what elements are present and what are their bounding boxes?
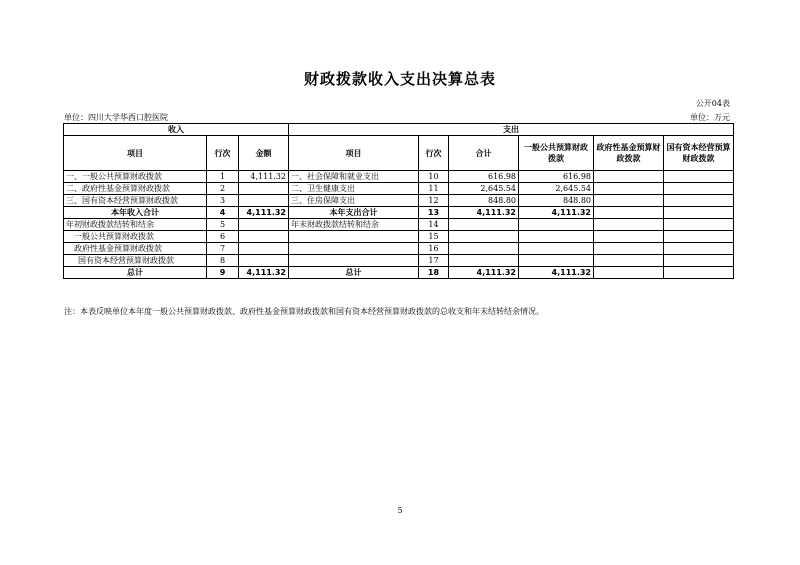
column-header-row (64, 136, 734, 171)
expense-item (289, 255, 419, 267)
expense-item: 三、住房保障支出 (289, 195, 419, 207)
expense-row-no: 18 (419, 267, 449, 279)
section-header-row (64, 124, 734, 136)
income-row-no: 4 (207, 207, 239, 219)
income-row-no: 2 (207, 183, 239, 195)
header-row-no: 行次 (207, 136, 239, 171)
income-row-no: 3 (207, 195, 239, 207)
expense-general: 616.98 (519, 171, 594, 183)
table-row (64, 183, 734, 195)
expense-state (664, 219, 734, 231)
income-amount: 4,111.32 (239, 207, 289, 219)
income-amount (239, 243, 289, 255)
income-amount (239, 219, 289, 231)
income-row-no: 6 (207, 231, 239, 243)
income-amount: 4,111.32 (239, 267, 289, 279)
expense-general (519, 231, 594, 243)
expense-fund (594, 195, 664, 207)
table-row (64, 195, 734, 207)
income-amount (239, 195, 289, 207)
header-total: 合计 (449, 136, 519, 171)
expense-total (449, 243, 519, 255)
expense-item (289, 231, 419, 243)
income-item: 本年收入合计 (64, 207, 207, 219)
income-item: 年初财政拨款结转和结余 (64, 219, 207, 231)
financial-summary-table (63, 123, 734, 279)
expense-fund (594, 183, 664, 195)
expense-total (449, 231, 519, 243)
expense-fund (594, 243, 664, 255)
expense-item (289, 243, 419, 255)
unit-organization: 单位：四川大学华西口腔医院 (64, 113, 168, 122)
expense-state (664, 195, 734, 207)
expense-total: 4,111.32 (449, 207, 519, 219)
expense-state (664, 231, 734, 243)
expense-fund (594, 207, 664, 219)
expense-fund (594, 171, 664, 183)
expense-state (664, 255, 734, 267)
table-row (64, 231, 734, 243)
header-general-budget: 一般公共预算财政拨款 (519, 136, 594, 171)
expense-general (519, 219, 594, 231)
header-row-no-expense: 行次 (419, 136, 449, 171)
header-state-capital: 国有资本经营预算财政拨款 (664, 136, 734, 171)
income-item: 一、一般公共预算财政拨款 (64, 171, 207, 183)
form-number: 公开04表 (695, 99, 730, 108)
expense-fund (594, 267, 664, 279)
table-row-total (64, 267, 734, 279)
income-row-no: 8 (207, 255, 239, 267)
expense-state (664, 207, 734, 219)
income-row-no: 1 (207, 171, 239, 183)
expense-row-no: 12 (419, 195, 449, 207)
expense-fund (594, 231, 664, 243)
expense-total: 848.80 (449, 195, 519, 207)
section-expense: 支出 (289, 124, 734, 136)
expense-row-no: 13 (419, 207, 449, 219)
expense-general (519, 255, 594, 267)
expense-item: 二、卫生健康支出 (289, 183, 419, 195)
expense-total: 2,645.54 (449, 183, 519, 195)
table-row (64, 219, 734, 231)
expense-fund (594, 219, 664, 231)
section-income: 收入 (64, 124, 289, 136)
expense-state (664, 243, 734, 255)
expense-row-no: 14 (419, 219, 449, 231)
income-item: 国有资本经营预算财政拨款 (64, 255, 207, 267)
expense-general: 4,111.32 (519, 267, 594, 279)
income-item: 一般公共预算财政拨款 (64, 231, 207, 243)
income-row-no: 9 (207, 267, 239, 279)
income-item: 三、国有资本经营预算财政拨款 (64, 195, 207, 207)
table-row (64, 171, 734, 183)
expense-item: 年末财政拨款结转和结余 (289, 219, 419, 231)
income-item: 政府性基金预算财政拨款 (64, 243, 207, 255)
expense-item: 总计 (289, 267, 419, 279)
header-fund-budget: 政府性基金预算财政拨款 (594, 136, 664, 171)
header-item: 项目 (64, 136, 207, 171)
table-row (64, 255, 734, 267)
expense-row-no: 15 (419, 231, 449, 243)
table-row (64, 243, 734, 255)
page-title: 财政拨款收入支出决算总表 (303, 70, 496, 88)
expense-row-no: 17 (419, 255, 449, 267)
expense-total (449, 219, 519, 231)
expense-row-no: 11 (419, 183, 449, 195)
expense-general: 4,111.32 (519, 207, 594, 219)
expense-general: 2,645.54 (519, 183, 594, 195)
expense-general (519, 243, 594, 255)
unit-currency: 单位：万元 (690, 113, 730, 122)
page-number: 5 (397, 506, 403, 515)
income-item: 总计 (64, 267, 207, 279)
expense-total: 616.98 (449, 171, 519, 183)
expense-fund (594, 255, 664, 267)
income-row-no: 5 (207, 219, 239, 231)
expense-total (449, 255, 519, 267)
expense-state (664, 183, 734, 195)
income-amount: 4,111.32 (239, 171, 289, 183)
income-amount (239, 255, 289, 267)
income-item: 二、政府性基金预算财政拨款 (64, 183, 207, 195)
expense-total: 4,111.32 (449, 267, 519, 279)
footnote: 注：本表反映单位本年度一般公共预算财政拨款、政府性基金预算财政拨款和国有资本经营预算财政拨款的总收支和年末结转结余情况。 (64, 307, 544, 316)
expense-row-no: 16 (419, 243, 449, 255)
expense-row-no: 10 (419, 171, 449, 183)
header-amount: 金额 (239, 136, 289, 171)
header-item-expense: 项目 (289, 136, 419, 171)
table-row-subtotal (64, 207, 734, 219)
expense-item: 本年支出合计 (289, 207, 419, 219)
income-amount (239, 183, 289, 195)
expense-state (664, 267, 734, 279)
income-row-no: 7 (207, 243, 239, 255)
expense-item: 一、社会保障和就业支出 (289, 171, 419, 183)
expense-state (664, 171, 734, 183)
expense-general: 848.80 (519, 195, 594, 207)
income-amount (239, 231, 289, 243)
